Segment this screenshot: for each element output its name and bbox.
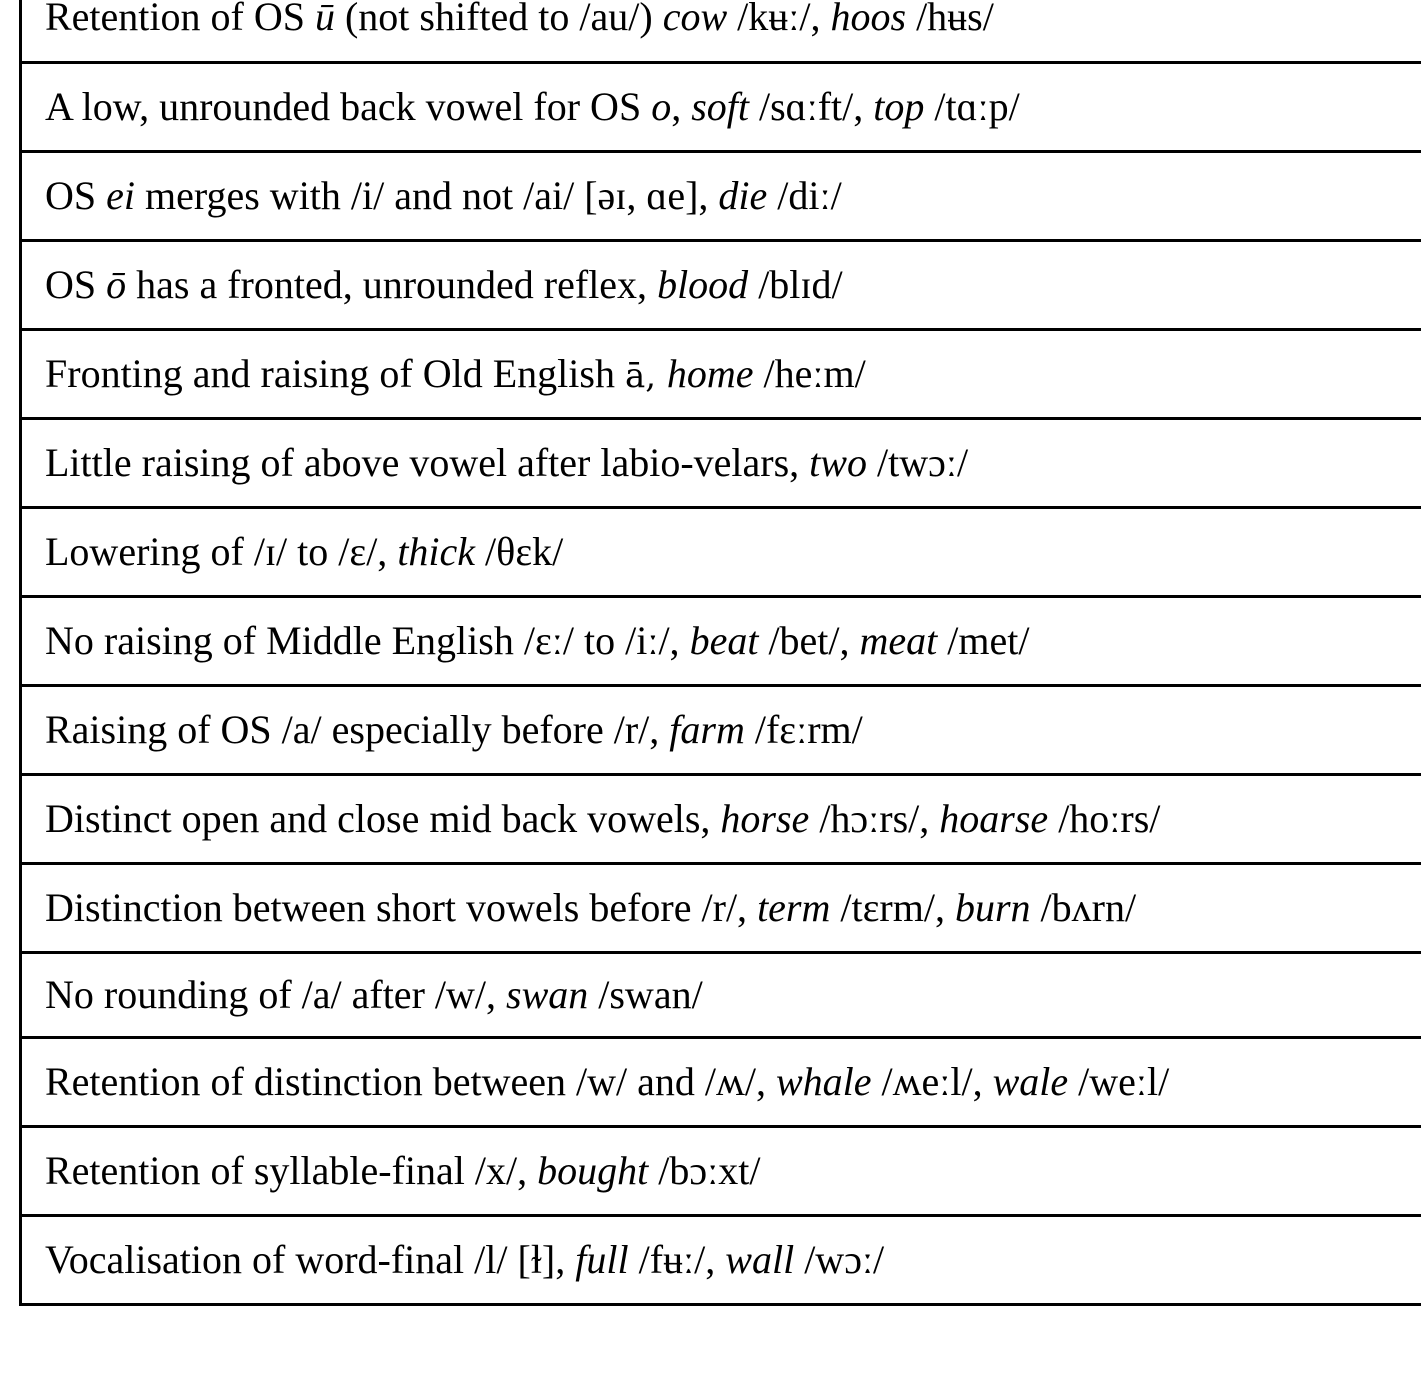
row-segment: /bet/,: [758, 618, 860, 663]
example-word: hoos: [830, 0, 907, 39]
row-text: [45, 0, 994, 37]
table-row: [22, 951, 1421, 1036]
row-segment: Distinct open and close mid back vowels,: [45, 796, 721, 841]
row-text: [45, 84, 1020, 129]
example-word: hoarse: [939, 796, 1049, 841]
example-word: horse: [720, 796, 810, 841]
features-table: [19, 0, 1421, 1306]
row-text: [45, 1059, 1170, 1104]
table-row: [22, 239, 1421, 328]
row-segment: /hɔːrs/,: [809, 796, 940, 841]
table-row: [22, 417, 1421, 506]
row-segment: /bɔːxt/: [648, 1148, 761, 1193]
row-text: [45, 1237, 885, 1282]
example-word: soft: [691, 84, 749, 129]
example-word: ō: [106, 262, 127, 307]
table-row: [22, 506, 1421, 595]
table-row: [22, 684, 1421, 773]
example-word: two: [809, 440, 867, 485]
row-segment: merges with /i/ and not /ai/ [əɪ, ɑe],: [135, 173, 719, 218]
row-segment: /hoːrs/: [1048, 796, 1161, 841]
row-text: [45, 173, 842, 218]
row-text: [45, 796, 1161, 841]
row-segment: /twɔː/: [866, 440, 969, 485]
table-row: [22, 595, 1421, 684]
row-segment: /tɛrm/,: [830, 885, 955, 930]
table-row: [22, 328, 1421, 417]
example-word: cow: [662, 0, 728, 39]
row-segment: Distinction between short vowels before /r/,: [45, 885, 758, 930]
row-text: [45, 618, 1030, 663]
row-text: [45, 262, 843, 307]
row-segment: ,: [671, 84, 692, 129]
example-word: term: [757, 885, 831, 930]
row-segment: /hʉs/: [906, 0, 994, 39]
example-word: top: [873, 84, 925, 129]
row-segment: /weːl/: [1068, 1059, 1170, 1104]
row-segment: Lowering of /ɪ/ to /ɛ/,: [45, 529, 398, 574]
row-segment: /bʌrn/: [1030, 885, 1137, 930]
example-word: blood: [657, 262, 749, 307]
row-segment: No rounding of /a/ after /w/,: [45, 972, 506, 1017]
table-row: [22, 61, 1421, 150]
example-word: ei: [106, 173, 136, 218]
example-word: farm: [669, 707, 745, 752]
row-segment: A low, unrounded back vowel for OS: [45, 84, 652, 129]
row-segment: /fɛːrm/: [744, 707, 863, 752]
row-text: [45, 972, 703, 1017]
row-segment: No raising of Middle English /ɛː/ to /iː/,: [45, 618, 690, 663]
example-word: beat: [689, 618, 759, 663]
example-word: o: [651, 84, 672, 129]
row-segment: /kʉː/,: [727, 0, 831, 39]
example-word: ū: [314, 0, 335, 39]
example-word: thick: [397, 529, 476, 574]
row-segment: Little raising of above vowel after labio-velars,: [45, 440, 810, 485]
row-text: [45, 529, 564, 574]
table-row: [22, 773, 1421, 862]
row-segment: OS: [45, 173, 107, 218]
row-text: [45, 440, 969, 485]
row-segment: (not shifted to /au/): [334, 0, 663, 39]
row-segment: /θɛk/: [475, 529, 564, 574]
row-segment: OS: [45, 262, 107, 307]
row-segment: Retention of syllable-final /x/,: [45, 1148, 538, 1193]
row-segment: has a fronted, unrounded reflex,: [126, 262, 658, 307]
row-segment: /heːm/: [753, 351, 866, 396]
table-row: [22, 0, 1421, 61]
row-segment: /diː/: [767, 173, 842, 218]
row-text: [45, 1148, 761, 1193]
example-word: bought: [537, 1148, 649, 1193]
row-segment: Fronting and raising of Old English: [45, 351, 625, 396]
example-word: home: [666, 351, 754, 396]
table-row: [22, 1214, 1421, 1303]
table-row: [22, 862, 1421, 951]
row-segment: /met/: [937, 618, 1030, 663]
row-text: [45, 885, 1137, 930]
table-row: [22, 150, 1421, 239]
row-segment: /ʍeːl/,: [871, 1059, 993, 1104]
example-word: full: [575, 1237, 629, 1282]
row-text: [45, 351, 866, 396]
row-segment: /blɪd/: [748, 262, 843, 307]
example-word: swan: [506, 972, 589, 1017]
example-word: die: [718, 173, 768, 218]
row-segment: /fʉː/,: [628, 1237, 726, 1282]
row-segment: /sɑːft/,: [749, 84, 874, 129]
row-text: [45, 707, 863, 752]
row-segment: ā,: [624, 356, 667, 396]
row-segment: /swan/: [588, 972, 703, 1017]
table-row: [22, 1125, 1421, 1214]
example-word: burn: [954, 885, 1031, 930]
row-segment: Raising of OS /a/ especially before /r/,: [45, 707, 670, 752]
table-row: [22, 1036, 1421, 1125]
row-segment: /wɔː/: [794, 1237, 885, 1282]
example-word: meat: [859, 618, 938, 663]
row-segment: Retention of OS: [45, 0, 315, 39]
example-word: whale: [775, 1059, 872, 1104]
row-segment: Vocalisation of word-final /l/ [ɫ],: [45, 1237, 576, 1282]
row-segment: Retention of distinction between /w/ and /ʍ/,: [45, 1059, 776, 1104]
example-word: wale: [992, 1059, 1069, 1104]
row-segment: /tɑːp/: [924, 84, 1020, 129]
example-word: wall: [725, 1237, 795, 1282]
